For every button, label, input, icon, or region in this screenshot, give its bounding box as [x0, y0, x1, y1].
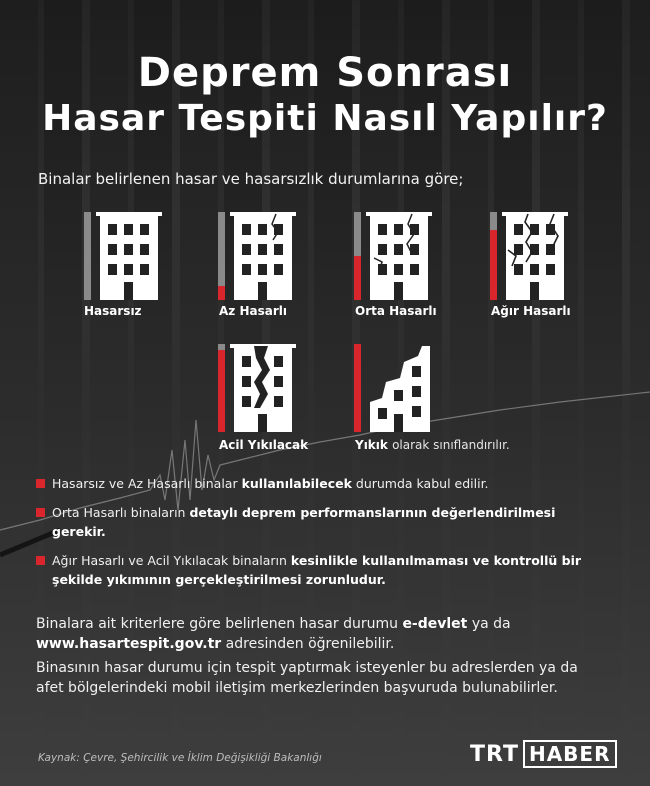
- building-hasarsiz-icon: [82, 210, 172, 302]
- building-agir-hasarli-icon: [488, 210, 578, 302]
- building-acil-yikilacak-icon: [216, 342, 306, 434]
- trt-haber-logo: TRT HABER: [470, 740, 617, 768]
- building-az-hasarli-icon: [216, 210, 306, 302]
- edevlet-text: e-devlet: [402, 616, 468, 632]
- bullet-marker: [36, 479, 45, 488]
- label-agir-hasarli: Ağır Hasarlı: [491, 304, 571, 318]
- website-link[interactable]: www.hasartespit.gov.tr: [36, 636, 222, 652]
- label-yikik: Yıkık: [355, 438, 388, 452]
- label-yikik-row: [355, 438, 510, 452]
- page-title-line2: Hasar Tespiti Nasıl Yapılır?: [42, 98, 608, 139]
- bullet-item: Orta Hasarlı binaların detaylı deprem performanslarının değerlendirilmesi gerekir.: [36, 503, 596, 541]
- building-yikik-icon: [352, 342, 442, 434]
- label-hasarsiz: Hasarsız: [84, 304, 142, 318]
- label-acil-yikilacak: Acil Yıkılacak: [219, 438, 309, 452]
- info-paragraph-2: Binasının hasar durumu için tespit yaptırmak isteyenler bu adreslerden ya da afet bölgelerindeki mobil iletişim merkezlerinden başvuruda bulunabilirler.: [36, 660, 578, 696]
- bullet-list: [36, 474, 596, 599]
- subtitle: Binalar belirlenen hasar ve hasarsızlık durumlarına göre;: [38, 170, 464, 188]
- building-orta-hasarli-icon: [352, 210, 442, 302]
- source-note: Kaynak: Çevre, Şehircilik ve İklim Değişikliği Bakanlığı: [38, 752, 322, 764]
- label-az-hasarli: Az Hasarlı: [219, 304, 287, 318]
- bullet-item: Ağır Hasarlı ve Acil Yıkılacak binaların kesinlikle kullanılmaması ve kontrollü bir şekilde yıkımının gerçekleştirilmesi zorunludur.: [36, 551, 596, 589]
- bullet-marker: [36, 508, 45, 517]
- bullet-marker: [36, 556, 45, 565]
- bullet-item: Hasarsız ve Az Hasarlı binalar kullanılabilecek durumda kabul edilir.: [36, 474, 596, 493]
- classified-suffix: olarak sınıflandırılır.: [392, 438, 510, 452]
- label-orta-hasarli: Orta Hasarlı: [355, 304, 437, 318]
- info-paragraph-1: Binalara ait kriterlere göre belirlenen hasar durumu e-devlet ya da www.hasartespit.gov.tr adresinden öğrenilebilir.: [36, 616, 511, 652]
- page-title-line1: Deprem Sonrası: [137, 50, 513, 96]
